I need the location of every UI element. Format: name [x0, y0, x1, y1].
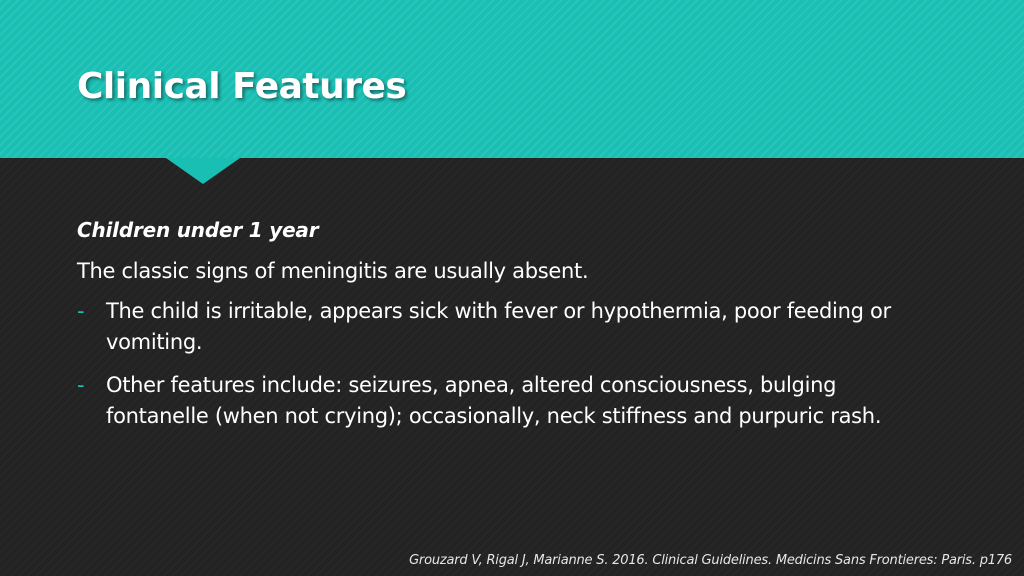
title-banner: [0, 0, 1024, 158]
bullet-text: Other features include: seizures, apnea, altered consciousness, bulging fontanelle (when not crying); occasionally, neck stiffness and purpuric rash.: [106, 373, 882, 428]
bullet-list: [77, 296, 927, 432]
banner-pointer: [166, 158, 240, 184]
bullet-dash: -: [77, 299, 85, 323]
intro-text: The classic signs of meningitis are usually absent.: [77, 259, 589, 283]
section-subheading: Children under 1 year: [77, 218, 319, 242]
bullet-dash: -: [77, 373, 85, 397]
bullet-item: [77, 296, 927, 358]
bullet-text: The child is irritable, appears sick with fever or hypothermia, poor feeding or vomiting.: [106, 299, 891, 354]
slide-body: [77, 216, 927, 444]
source-citation: Grouzard V, Rigal J, Marianne S. 2016. Clinical Guidelines. Medicins Sans Frontieres: Paris. p176: [409, 553, 1012, 568]
bullet-item: [77, 370, 927, 432]
slide-title: Clinical Features: [77, 66, 407, 107]
